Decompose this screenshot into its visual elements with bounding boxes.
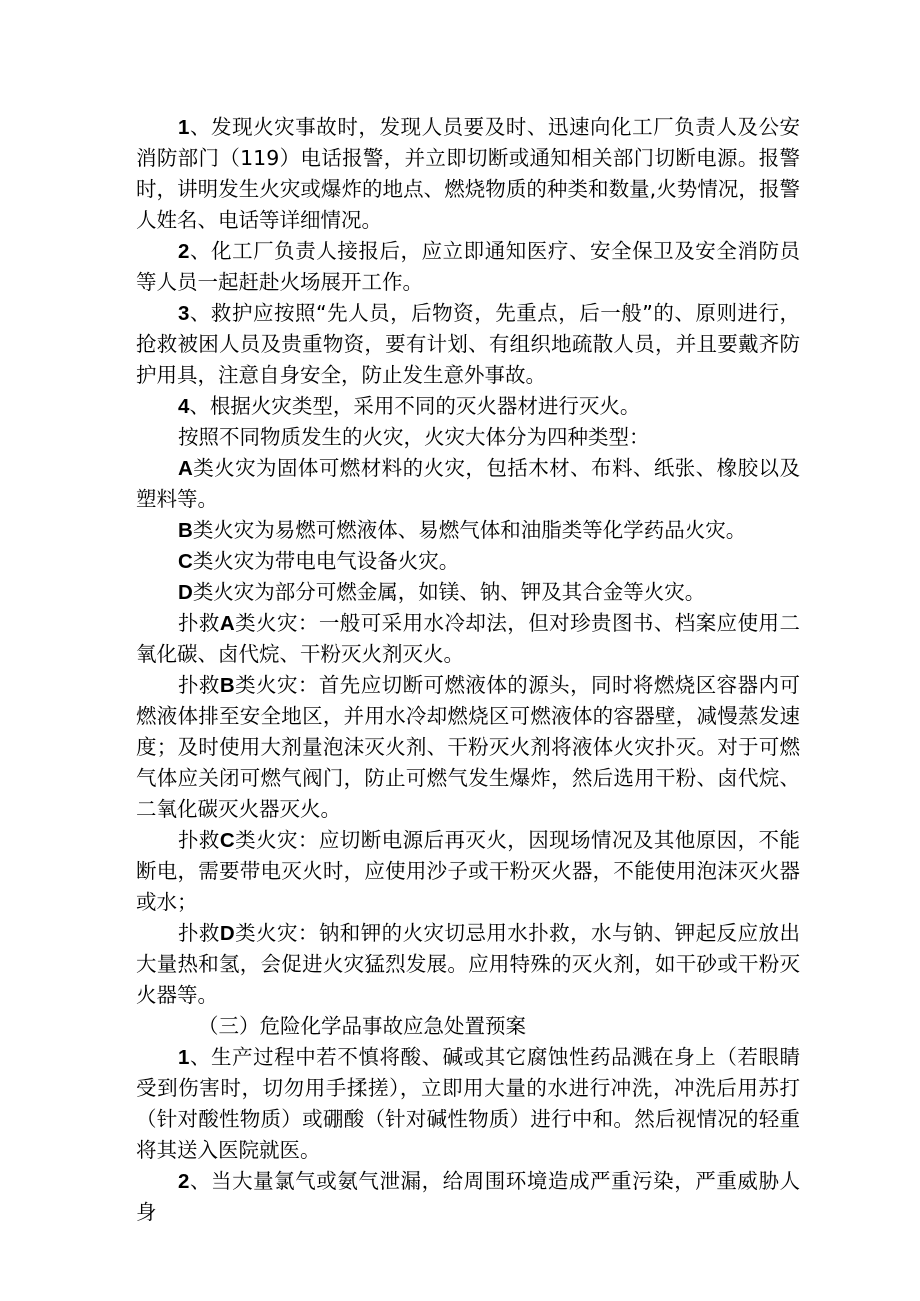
- paragraph-lead: C: [178, 550, 193, 573]
- paragraph: [136, 825, 800, 918]
- paragraph: [136, 422, 800, 453]
- paragraph-lead: 2: [178, 1170, 190, 1193]
- paragraph: [136, 112, 800, 236]
- paragraph: [136, 546, 800, 577]
- paragraph-text: 类火灾为部分可燃金属，如镁、钠、钾及其合金等火灾。: [192, 580, 706, 604]
- paragraph: [136, 670, 800, 825]
- paragraph-text: 类火灾为固体可燃材料的火灾，包括木材、布料、纸张、橡胶以及塑料等。: [136, 456, 800, 511]
- paragraph: [136, 1042, 800, 1166]
- paragraph-prefix: 扑救: [178, 921, 220, 945]
- paragraph-text: 按照不同物质发生的火灾，火灾大体分为四种类型：: [178, 425, 650, 449]
- paragraph-lead: D: [219, 922, 235, 945]
- paragraph-lead: A: [178, 457, 193, 480]
- paragraph-lead: 4: [178, 395, 190, 418]
- paragraph: [136, 608, 800, 670]
- paragraph: [136, 1166, 800, 1228]
- paragraph: [136, 453, 800, 515]
- paragraph-text: 类火灾：应切断电源后再灭火，因现场情况及其他原因，不能断电，需要带电灭火时，应使用沙子或干粉灭火器，不能使用泡沫灭火器或水；: [136, 828, 800, 914]
- paragraph: [136, 391, 800, 422]
- paragraph-text: 、生产过程中若不慎将酸、碱或其它腐蚀性药品溅在身上（若眼睛受到伤害时，切勿用手揉搓），立即用大量的水进行冲洗，冲洗后用苏打（针对酸性物质）或硼酸（针对碱性物质）进行中和。然后视情况的轻重将其送入医院就医。: [136, 1045, 800, 1162]
- paragraph-lead: B: [219, 674, 235, 697]
- paragraph-text: （三）危险化学品事故应急处置预案: [198, 1014, 526, 1038]
- paragraph-text: 、救护应按照“先人员，后物资，先重点，后一般”的、原则进行，抢救被困人员及贵重物资，要有计划、有组织地疏散人员，并且要戴齐防护用具，注意自身安全，防止发生意外事故。: [136, 301, 800, 387]
- paragraph-lead: D: [178, 581, 193, 604]
- paragraph-text: 类火灾：钠和钾的火灾切忌用水扑救，水与钠、钾起反应放出大量热和氢，会促进火灾猛烈发展。应用特殊的灭火剂，如干砂或干粉灭火器等。: [136, 921, 800, 1007]
- paragraph-text: 类火灾为易燃可燃液体、易燃气体和油脂类等化学药品火灾。: [192, 518, 747, 542]
- paragraph-text: 、当大量氯气或氨气泄漏，给周围环境造成严重污染，严重威胁人身: [136, 1169, 800, 1224]
- paragraph-prefix: 扑救: [178, 611, 220, 635]
- paragraph-text: 、化工厂负责人接报后，应立即通知医疗、安全保卫及安全消防员等人员一起赶赴火场展开工作。: [136, 239, 800, 294]
- paragraph: [136, 918, 800, 1011]
- paragraph: [136, 577, 800, 608]
- paragraph-text: 类火灾：一般可采用水冷却法，但对珍贵图书、档案应使用二氧化碳、卤代烷、干粉灭火剂灭火。: [136, 611, 800, 666]
- section-heading: [136, 1011, 800, 1042]
- paragraph-lead: B: [178, 519, 193, 542]
- paragraph: [136, 515, 800, 546]
- paragraph-text: 类火灾为带电电气设备火灾。: [192, 549, 460, 573]
- paragraph-lead: C: [219, 829, 235, 852]
- paragraph-lead: 2: [178, 240, 190, 263]
- paragraph: [136, 298, 800, 391]
- paragraph-prefix: 扑救: [178, 673, 220, 697]
- paragraph: [136, 236, 800, 298]
- paragraph-text: 、根据火灾类型，采用不同的灭火器材进行灭火。: [189, 394, 641, 418]
- paragraph-prefix: 扑救: [178, 828, 220, 852]
- paragraph-lead: A: [219, 612, 235, 635]
- paragraph-lead: 1: [178, 116, 190, 139]
- paragraph-text: 、发现火灾事故时，发现人员要及时、迅速向化工厂负责人及公安消防部门（119）电话报警，并立即切断或通知相关部门切断电源。报警时，讲明发生火灾或爆炸的地点、燃烧物质的种类和数量,火势情况，报警人姓名、电话等详细情况。: [136, 115, 800, 232]
- paragraph-lead: 1: [178, 1046, 190, 1069]
- paragraph-text: 类火灾：首先应切断可燃液体的源头，同时将燃烧区容器内可燃液体排至安全地区，并用水冷却燃烧区可燃液体的容器壁，减慢蒸发速度；及时使用大剂量泡沫灭火剂、干粉灭火剂将液体火灾扑灭。对于可燃气体应关闭可燃气阀门，防止可燃气发生爆炸，然后选用干粉、卤代烷、二氧化碳灭火器灭火。: [136, 673, 800, 821]
- paragraph-lead: 3: [178, 302, 190, 325]
